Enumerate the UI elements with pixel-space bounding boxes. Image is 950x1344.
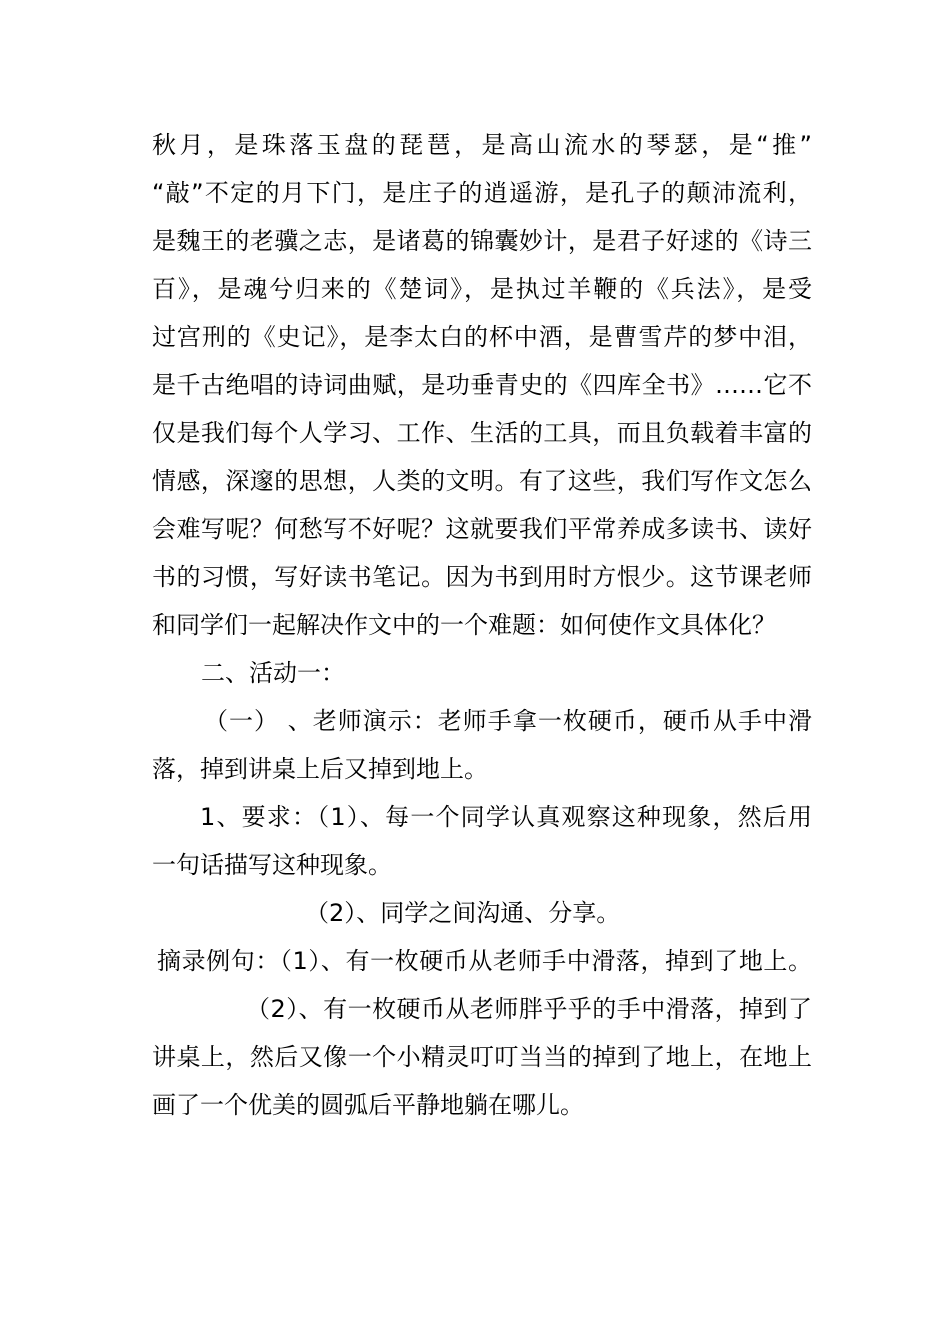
paragraph-line: 一句话描写这种现象。 (152, 851, 392, 879)
paragraph-line: （2）、有一枚硬币从老师胖乎乎的手中滑落，掉到了 (246, 995, 812, 1023)
paragraph-line: 书的习惯，写好读书笔记。因为书到用时方恨少。这节课老师 (152, 563, 812, 591)
paragraph-line: 画了一个优美的圆弧后平静地躺在哪儿。 (152, 1091, 584, 1119)
paragraph-line: 会难写呢？何愁写不好呢？这就要我们平常养成多读书、读好 (152, 515, 812, 543)
section-heading: 二、活动一： (201, 659, 345, 687)
paragraph-line: 是千古绝唱的诗词曲赋，是功垂青史的《四库全书》……它不 (152, 371, 812, 399)
paragraph-line: 讲桌上，然后又像一个小精灵叮叮当当的掉到了地上，在地上 (152, 1043, 812, 1071)
paragraph-line: 摘录例句：（1）、有一枚硬币从老师手中滑落，掉到了地上。 (157, 947, 812, 975)
paragraph-line: 落，掉到讲桌上后又掉到地上。 (152, 755, 488, 783)
paragraph-line: “敲”不定的月下门，是庄子的逍遥游，是孔子的颠沛流利， (152, 179, 812, 207)
paragraph-line: 和同学们一起解决作文中的一个难题：如何使作文具体化？ (152, 611, 776, 639)
paragraph-line: 百》，是魂兮归来的《楚词》，是执过羊鞭的《兵法》，是受 (152, 275, 812, 303)
paragraph-line: （一） 、老师演示：老师手拿一枚硬币，硬币从手中滑 (204, 707, 812, 735)
paragraph-line: （2）、同学之间沟通、分享。 (305, 899, 621, 927)
paragraph-line: 情感，深邃的思想，人类的文明。有了这些，我们写作文怎么 (152, 467, 812, 495)
paragraph-line: 仅是我们每个人学习、工作、生活的工具，而且负载着丰富的 (152, 419, 812, 447)
paragraph-line: 1、要求：（1）、每一个同学认真观察这种现象，然后用 (200, 803, 812, 831)
paragraph-line: 过宫刑的《史记》，是李太白的杯中酒，是曹雪芹的梦中泪， (152, 323, 812, 351)
paragraph-line: 秋月，是珠落玉盘的琵琶，是高山流水的琴瑟，是“推” (152, 131, 812, 159)
paragraph-line: 是魏王的老骥之志，是诸葛的锦囊妙计，是君子好逑的《诗三 (152, 227, 812, 255)
